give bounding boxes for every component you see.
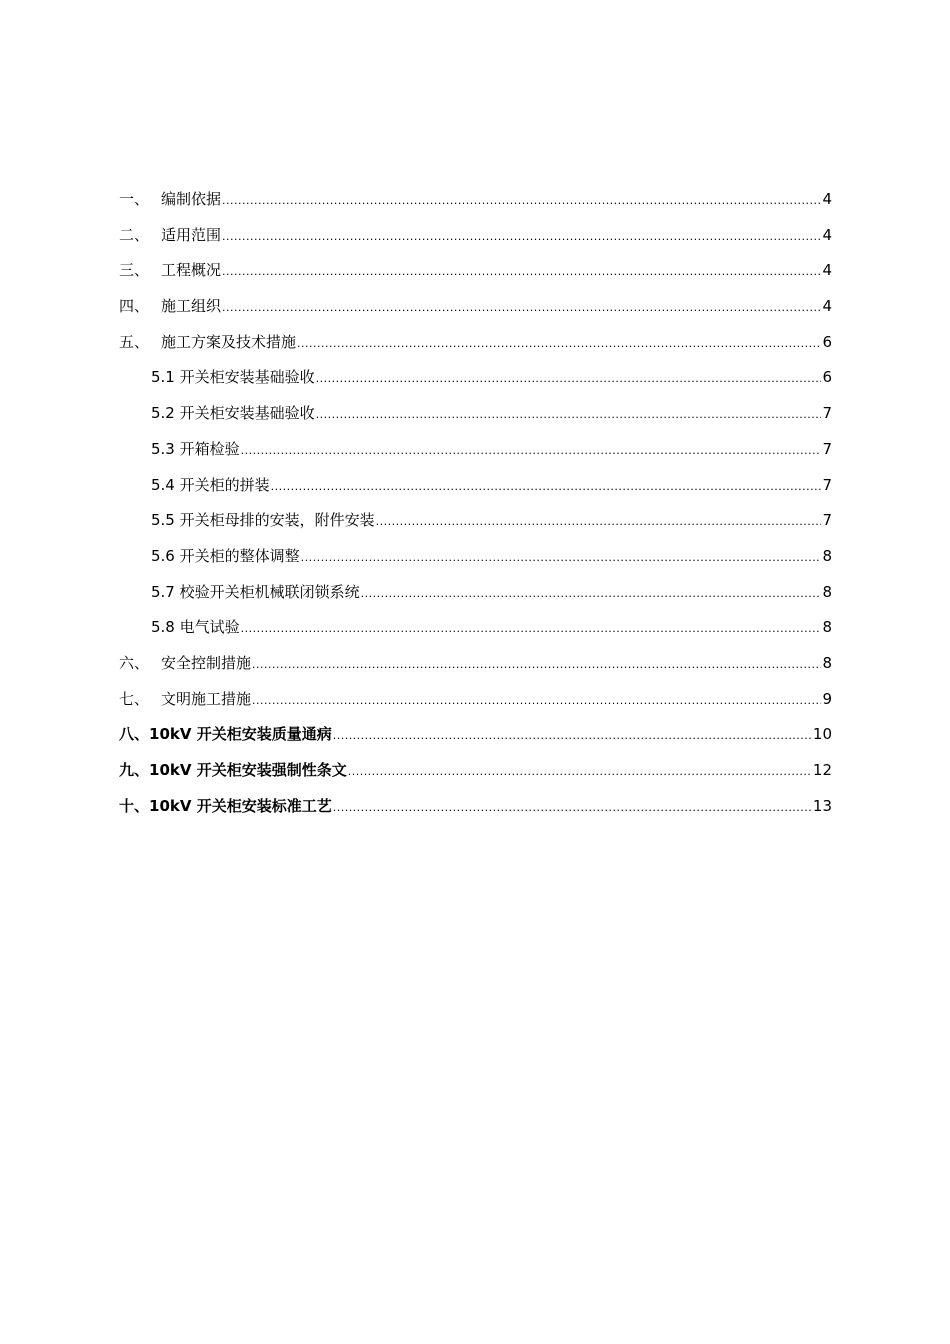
toc-dot-leader <box>348 753 812 790</box>
toc-entry-title: 10kV 开关柜安装质量通病 <box>149 725 332 744</box>
toc-entry-page: 13 <box>812 796 832 815</box>
toc-entry-page: 8 <box>822 618 832 637</box>
toc-entry-5-7[interactable] <box>119 575 832 611</box>
toc-entry-5-8[interactable] <box>119 610 832 646</box>
toc-dot-leader <box>297 325 821 362</box>
toc-entry-title: 施工组织 <box>161 297 222 316</box>
toc-dot-leader <box>222 289 821 326</box>
toc-dot-leader <box>222 218 821 255</box>
toc-entry-5-5[interactable] <box>119 503 832 539</box>
toc-entry-5-1[interactable] <box>119 360 832 396</box>
toc-entry-page: 8 <box>822 582 832 601</box>
toc-entry-5-6[interactable] <box>119 539 832 575</box>
toc-entry-number: 四、 <box>119 297 150 316</box>
toc-entry-title: 工程概况 <box>161 261 222 280</box>
toc-entry-number: 六、 <box>119 653 150 672</box>
toc-entry-page: 12 <box>812 761 832 779</box>
toc-dot-leader <box>333 789 812 826</box>
toc-dot-leader <box>252 646 821 683</box>
toc-dot-leader <box>222 253 821 290</box>
toc-entry-title: 5.8 电气试验 <box>151 618 240 637</box>
toc-dot-leader <box>241 610 822 647</box>
toc-dot-leader <box>316 360 822 397</box>
toc-entry-title: 5.3 开箱检验 <box>151 439 240 458</box>
table-of-contents <box>119 182 832 824</box>
toc-entry-10[interactable] <box>119 789 832 825</box>
toc-entry-page: 10 <box>812 725 832 744</box>
toc-dot-leader <box>252 682 821 719</box>
toc-entry-title: 5.6 开关柜的整体调整 <box>151 546 300 565</box>
toc-entry-9[interactable] <box>119 753 832 789</box>
toc-entry-number: 五、 <box>119 332 150 351</box>
toc-entry-page: 7 <box>822 439 832 458</box>
toc-entry-page: 6 <box>822 332 832 351</box>
toc-entry-page: 7 <box>822 404 832 423</box>
toc-entry-4[interactable] <box>119 289 832 325</box>
toc-entry-5[interactable] <box>119 325 832 361</box>
toc-entry-number: 十、 <box>119 796 150 815</box>
toc-entry-5-4[interactable] <box>119 468 832 504</box>
toc-entry-number: 三、 <box>119 261 150 280</box>
toc-entry-7[interactable] <box>119 682 832 718</box>
toc-dot-leader <box>222 182 821 219</box>
toc-entry-title: 5.5 开关柜母排的安装，附件安装 <box>151 511 375 530</box>
toc-dot-leader <box>376 503 822 540</box>
toc-dot-leader <box>301 539 822 576</box>
toc-entry-8[interactable] <box>119 717 832 753</box>
toc-entry-title: 5.2 开关柜安装基础验收 <box>151 404 315 423</box>
toc-entry-number: 一、 <box>119 190 150 208</box>
toc-dot-leader <box>333 717 812 754</box>
toc-entry-page: 4 <box>822 190 832 208</box>
toc-entry-page: 4 <box>822 297 832 316</box>
toc-entry-5-2[interactable] <box>119 396 832 432</box>
toc-entry-number: 八、 <box>119 725 150 744</box>
toc-dot-leader <box>361 575 822 612</box>
toc-entry-page: 6 <box>822 368 832 387</box>
toc-dot-leader <box>316 396 822 433</box>
toc-entry-title: 5.1 开关柜安装基础验收 <box>151 368 315 387</box>
toc-entry-page: 8 <box>822 653 832 672</box>
toc-entry-page: 7 <box>822 475 832 494</box>
toc-entry-6[interactable] <box>119 646 832 682</box>
toc-entry-title: 施工方案及技术措施 <box>161 332 297 351</box>
toc-entry-1[interactable] <box>119 182 832 218</box>
toc-entry-title: 安全控制措施 <box>161 653 252 672</box>
toc-entry-title: 10kV 开关柜安装标准工艺 <box>149 796 332 815</box>
toc-entry-number: 二、 <box>119 225 150 244</box>
toc-entry-page: 4 <box>822 261 832 280</box>
toc-dot-leader <box>241 432 822 469</box>
toc-entry-title: 5.7 校验开关柜机械联闭锁系统 <box>151 582 360 601</box>
toc-entry-title: 文明施工措施 <box>161 689 252 708</box>
toc-entry-title: 编制依据 <box>161 190 222 208</box>
toc-entry-title: 适用范围 <box>161 225 222 244</box>
toc-entry-number: 九、 <box>119 761 150 779</box>
toc-entry-title: 5.4 开关柜的拼装 <box>151 475 270 494</box>
toc-entry-3[interactable] <box>119 253 832 289</box>
toc-dot-leader <box>271 468 822 505</box>
toc-entry-2[interactable] <box>119 218 832 254</box>
toc-entry-page: 7 <box>822 511 832 530</box>
toc-entry-title: 10kV 开关柜安装强制性条文 <box>149 761 347 779</box>
toc-entry-5-3[interactable] <box>119 432 832 468</box>
toc-entry-page: 8 <box>822 546 832 565</box>
toc-entry-page: 4 <box>822 225 832 244</box>
toc-entry-page: 9 <box>822 689 832 708</box>
toc-entry-number: 七、 <box>119 689 150 708</box>
